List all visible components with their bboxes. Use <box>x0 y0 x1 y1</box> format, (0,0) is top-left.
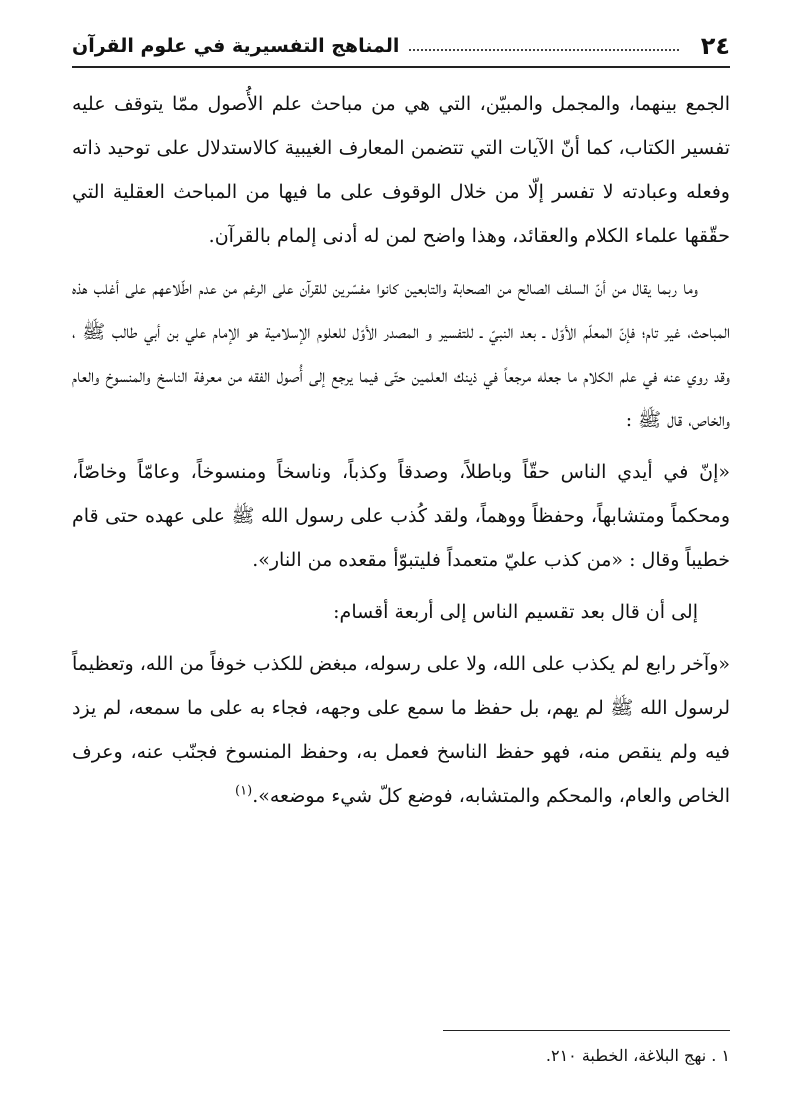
footnote: ١ . نهج البلاغة، الخطبة ٢١٠. <box>545 1046 730 1065</box>
paragraph-1: الجمع بينهما، والمجمل والمبيّن، التي هي من مباحث علم الأُصول ممّا يتوقف عليه تفسير الكتاب، كما أنّ الآيات التي تتضمن المعارف الغيبية كالاستدلال على توحيد ذاته وفعله وعبادته لا تفسر إلّا من خلال الوقوف على ما فيها من المباحث العقلية التي حقّقها علماء الكلام والعقائد، وهذا واضح لمن له أدنى إلمام بالقرآن. <box>72 93 730 247</box>
quotation-1: «إنّ في أيدي الناس حقّاً وباطلاً، وصدقاً وكذباً، وناسخاً ومنسوخاً، وعامّاً وخاصّاً، ومحكماً ومتشابهاً، وحفظاً ووهماً، ولقد كُذب على رسول الله ﷺ على عهده حتى قام خطيباً وقال : «من كذب عليّ متعمداً فليتبوّأ مقعده من النار». <box>72 461 730 571</box>
page-header <box>72 26 730 68</box>
paragraph-2: وما ربما يقال من أنّ السلف الصالح من الصحابة والتابعين كانوا مفسّرين للقرآن على الرغم من عدم اطّلاعهم على أغلب هذه المباحث، غير تام؛ فإنّ المعلّم الأوّل ـ بعد النبيّ ـ للتفسير و المصدر الأوّل للعلوم الإسلامية هو الإمام علي بن أبي طالب ﷺ ، وقد روي عنه في علم الكلام ما جعله مرجعاً في ذينك العلمين حتّى فيما يرجع إلى أُصول الفقه من معرفة الناسخ والمنسوخ والعام والخاص، قال ﷺ : <box>72 277 730 431</box>
paragraph-3: إلى أن قال بعد تقسيم الناس إلى أربعة أقسام: <box>333 601 698 623</box>
page-body <box>72 82 730 1012</box>
header-dotted-leader <box>409 49 678 51</box>
footnote-divider <box>443 1030 730 1031</box>
footnote-reference[interactable]: (١) <box>235 783 253 799</box>
quotation-2-text: «وآخر رابع لم يكذب على الله، ولا على رسوله، مبغض للكذب خوفاً من الله، وتعظيماً لرسول الله ﷺ لم يهم، بل حفظ ما سمع على وجهه، فجاء به على ما سمعه، لم يزد فيه ولم ينقص منه، فهو حفظ الناسخ فعمل به، وحفظ المنسوخ فجنّب عنه، وعرف الخاص والعام، والمحكم والمتشابه، فوضع كلّ شيء موضعه». <box>72 653 730 807</box>
running-title: المناهج التفسيرية في علوم القرآن <box>72 35 400 57</box>
page-number: ٢٤ <box>700 32 730 60</box>
quotation-2 <box>72 642 730 818</box>
